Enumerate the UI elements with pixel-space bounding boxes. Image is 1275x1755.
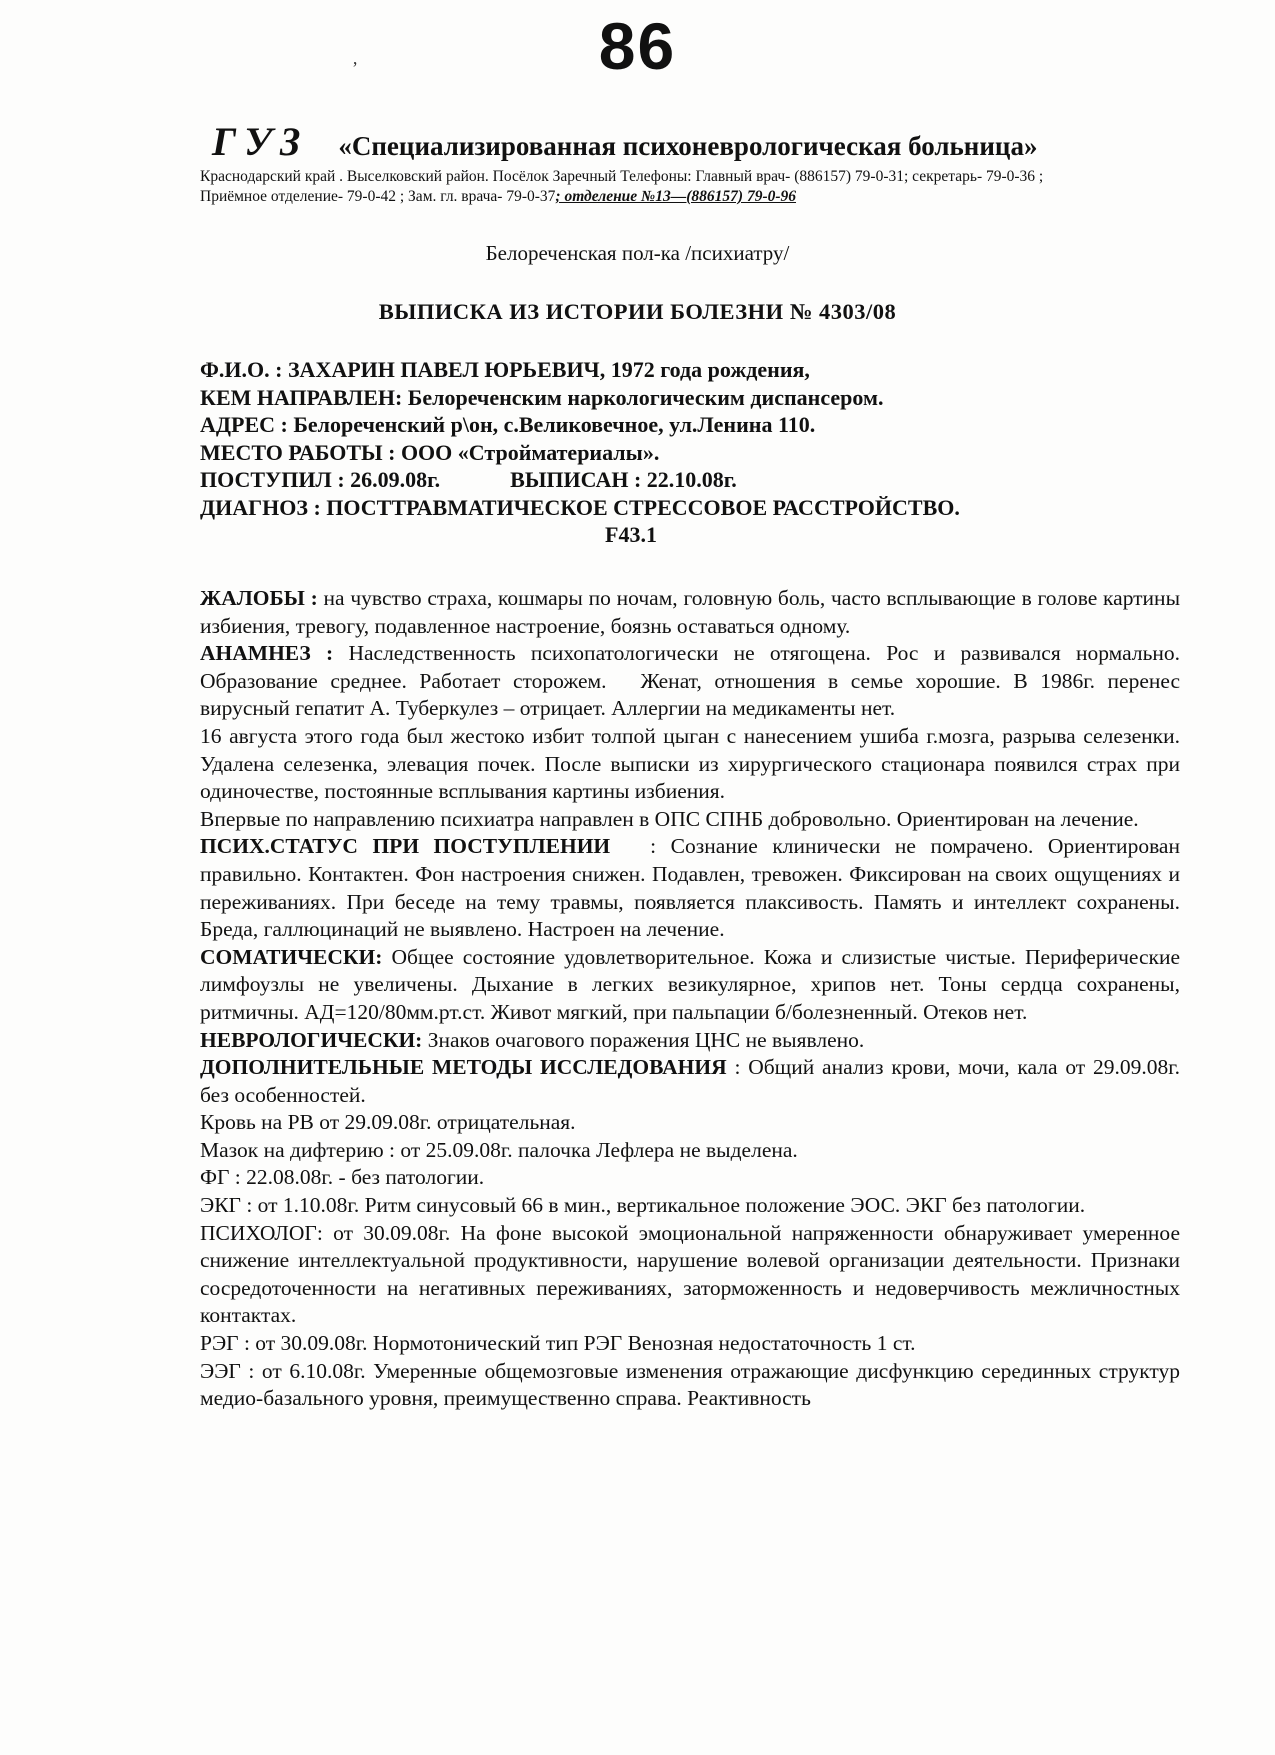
contacts-line-2 [200, 187, 1160, 207]
psych-status-paragraph [200, 833, 1180, 943]
history-paragraph: 16 августа этого года был жестоко избит толпой цыган с нанесением ушиба г.мозга, разрыва селезенки. Удалена селезенка, элевация почек. После выписки из хирургического стационара появился страх при одиночестве, постоянные всплывания картины избиения. [200, 723, 1180, 804]
org-title-line [200, 118, 1160, 165]
patient-info [200, 356, 1190, 549]
workplace: МЕСТО РАБОТЫ : ООО «Стройматериалы». [200, 439, 660, 465]
discharged-date: ВЫПИСАН : 22.10.08г. [510, 467, 737, 492]
admitted-date: ПОСТУПИЛ : 26.09.08г. [200, 467, 441, 492]
extra-methods-text: : Общий анализ крови, мочи, кала от 29.09.08г. без особенностей. [200, 1055, 1181, 1107]
fg-test: ФГ : 22.08.08г. - без патологии. [200, 1165, 485, 1190]
letterhead [200, 118, 1160, 207]
complaints-paragraph [200, 585, 1180, 640]
extra-methods-paragraph [200, 1054, 1180, 1109]
psych-status-label: ПСИХ.СТАТУС ПРИ ПОСТУПЛЕНИИ [200, 834, 611, 859]
rw-test: Кровь на РВ от 29.09.08г. отрицательная. [200, 1110, 576, 1135]
patient-address: АДРЕС : Белореченский р\он, с.Великовечное, ул.Ленина 110. [200, 412, 816, 437]
neuro-text: Знаков очагового поражения ЦНС не выявлено. [427, 1027, 865, 1052]
anamnesis-paragraph [200, 640, 1180, 723]
contacts-phones: Приёмное отделение- 79-0-42 ; Зам. гл. врача- 79-0-37 [200, 188, 556, 205]
org-abbreviation: ГУЗ [212, 119, 309, 164]
diphtheria-test: Мазок на дифтерию : от 25.09.08г. палочка Лефлера не выделена. [200, 1137, 798, 1162]
diagnosis: ДИАГНОЗ : ПОСТТРАВМАТИЧЕСКОЕ СТРЕССОВОЕ РАССТРОЙСТВО. [200, 494, 960, 520]
neuro-label: НЕВРОЛОГИЧЕСКИ: [200, 1027, 423, 1052]
psych-status-text: : Сознание клинически не помрачено. Ориентирован правильно. Контактен. Фон настроения снижен. Подавлен, тревожен. Фиксирован на своих ощущениях и переживаниях. При беседе на тему травмы, появляется плаксивость. Память и интеллект сохранены. Бреда, галлюцинаций не выявлено. Настроен на лечение. [200, 834, 1180, 942]
anamnesis-text-1: Наследственность психопатологически не отягощена. Рос и развивался нормально. Образование среднее. Работает сторожем. [200, 641, 1181, 693]
org-contacts [200, 167, 1160, 207]
stray-pen-mark: ’ [352, 58, 358, 78]
complaints-text: на чувство страха, кошмары по ночам, головную боль, часто всплывающие в голове картины избиения, тревогу, подавленное настроение, боязнь оставаться одному. [200, 586, 1181, 638]
org-name: «Специализированная психоневрологическая больница» [338, 131, 1038, 161]
discharge-summary-body [200, 585, 1180, 1413]
first-time-paragraph: Впервые по направлению психиатра направлен в ОПС СПНБ добровольно. Ориентирован на лечение. [200, 806, 1139, 831]
somatic-text: Общее состояние удовлетворительное. Кожа и слизистые чистые. Периферические лимфоузлы не увеличены. Дыхание в легких везикулярное, хрипов нет. Тоны сердца сохранены, ритмичны. АД=120/80мм.рт.ст. Живот мягкий, при пальпации б/болезненный. Отеков нет. [200, 944, 1181, 1024]
admission-discharge-dates [200, 466, 1190, 494]
reg-test: РЭГ : от 30.09.08г. Нормотонический тип РЭГ Венозная недостаточность 1 ст. [200, 1331, 916, 1356]
addressee: Белореченская пол-ка /психиатру/ [485, 241, 790, 265]
referred-by: КЕМ НАПРАВЛЕН: Белореченским наркологическим диспансером. [200, 384, 884, 410]
ecg-test: ЭКГ : от 1.10.08г. Ритм синусовый 66 в мин., вертикальное положение ЭОС. ЭКГ без патологии. [200, 1193, 1086, 1218]
neuro-paragraph [200, 1027, 1180, 1055]
somatic-paragraph [200, 944, 1180, 1027]
document-title: ВЫПИСКА ИЗ ИСТОРИИ БОЛЕЗНИ № 4303/08 [378, 299, 897, 324]
complaints-label: ЖАЛОБЫ : [200, 586, 318, 610]
anamnesis-text-2: Женат, отношения в семье хорошие. В 1986г. перенес вирусный гепатит А. Туберкулез – отрицает. Аллергии на медикаменты нет. [200, 668, 1180, 721]
psychologist-report: ПСИХОЛОГ: от 30.09.08г. На фоне высокой эмоциональной напряженности обнаруживает умеренное снижение интеллектуальной продуктивности, нарушение волевой организации деятельности. Признаки сосредоточенности на негативных переживаниях, заторможенность и недоверчивость межличностных контактах. [200, 1220, 1180, 1328]
diagnosis-code: F43.1 [605, 522, 657, 547]
contacts-line-1: Краснодарский край . Выселковский район. Посёлок Заречный Телефоны: Главный врач- (886157) 79-0-31; секретарь- 79-0-36 ; [200, 168, 1044, 185]
eeg-test: ЭЭГ : от 6.10.08г. Умеренные общемозговые изменения отражающие дисфункцию серединных структур медио-базального уровня, преимущественно справа. Реактивность [200, 1358, 1180, 1411]
somatic-label: СОМАТИЧЕСКИ: [200, 944, 383, 969]
extra-methods-label: ДОПОЛНИТЕЛЬНЫЕ МЕТОДЫ ИССЛЕДОВАНИЯ [200, 1055, 727, 1080]
patient-name: Ф.И.О. : ЗАХАРИН ПАВЕЛ ЮРЬЕВИЧ, 1972 года рождения, [200, 357, 810, 382]
page-number: 86 [598, 9, 677, 83]
anamnesis-label: АНАМНЕЗ : [200, 641, 334, 666]
department-phone: ; отделение №13—(886157) 79-0-96 [555, 188, 797, 205]
